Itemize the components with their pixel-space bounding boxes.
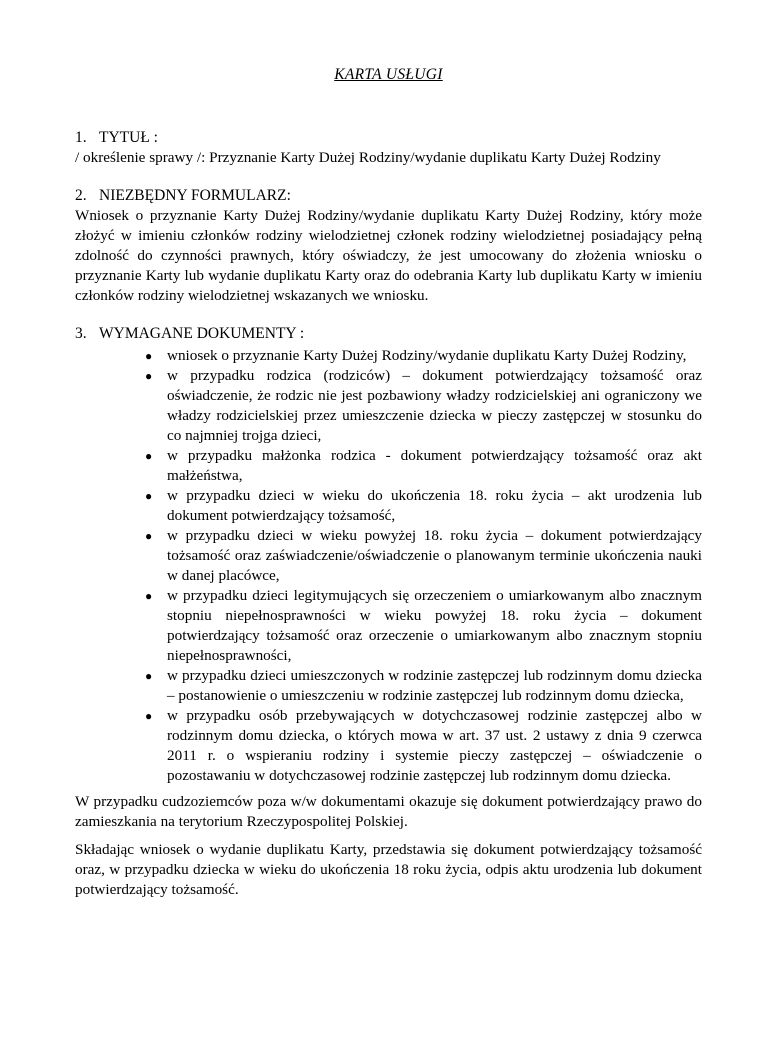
section-1-number: 1. bbox=[75, 129, 87, 146]
bullet-icon: ● bbox=[145, 489, 153, 503]
list-item: ● w przypadku dzieci w wieku powyżej 18. roku życia – dokument potwierdzający tożsamość oraz zaświadczenie/oświadczenie o planowanym terminie ukończenia nauki w danej placówce, bbox=[145, 527, 702, 584]
bullet-icon: ● bbox=[145, 709, 153, 723]
section-2-title: NIEZBĘDNY FORMULARZ: bbox=[99, 187, 291, 204]
section-3-title: WYMAGANE DOKUMENTY : bbox=[99, 325, 305, 342]
section-2-text: Wniosek o przyznanie Karty Dużej Rodziny/wydanie duplikatu Karty Dużej Rodziny, który może złożyć w imieniu członków rodziny wielodzietnej członek rodziny wielodzietnej posiadający pełną zdolność do czynności prawnych, który oświadczy, że jest umocowany do złożenia wniosku o przyznanie Karty lub wydanie duplikatu Karty oraz do odebrania Karty lub duplikatu Karty w imieniu członków rodziny wielodzietnej wskazanych we wniosku. bbox=[75, 207, 702, 304]
bullet-icon: ● bbox=[145, 589, 153, 603]
bullet-icon: ● bbox=[145, 349, 153, 363]
list-item: ● w przypadku małżonka rodzica - dokument potwierdzający tożsamość oraz akt małżeństwa, bbox=[145, 447, 702, 484]
list-item: ● w przypadku dzieci legitymujących się orzeczeniem o umiarkowanym albo znacznym stopniu niepełnosprawności w wieku powyżej 18. roku życia – dokument potwierdzający tożsamość oraz orzeczenie o umiarkowanym albo znacznym stopniu niepełnosprawności, bbox=[145, 587, 702, 664]
section-2-number: 2. bbox=[75, 187, 87, 204]
list-item: ● w przypadku rodzica (rodziców) – dokument potwierdzający tożsamość oraz oświadczenie, że rodzic nie jest pozbawiony władzy rodzicielskiej ani ograniczony we władzy rodzicielskiej przez umieszczenie dziecka w pieczy zastępczej w stosunku do co najmniej trojga dzieci, bbox=[145, 367, 702, 444]
list-item: ● w przypadku osób przebywających w dotychczasowej rodzinie zastępczej albo w rodzinnym domu dziecka, o których mowa w art. 37 ust. 2 ustawy z dnia 9 czerwca 2011 r. o wspieraniu rodziny i systemie pieczy zastępczej – oświadczenie o pozostawaniu w dotychczasowej rodzinie zastępczej lub rodzinnym domu dziecka. bbox=[145, 707, 702, 784]
document-title: KARTA USŁUGI bbox=[334, 66, 443, 83]
bullet-icon: ● bbox=[145, 449, 153, 463]
section-3-heading bbox=[75, 324, 702, 344]
section-2-heading bbox=[75, 186, 702, 206]
bullet-icon: ● bbox=[145, 369, 153, 383]
list-item: ● w przypadku dzieci umieszczonych w rodzinie zastępczej lub rodzinnym domu dziecka – postanowienie o umieszczeniu w rodzinie zastępczej lub rodzinnym domu dziecka, bbox=[145, 667, 702, 704]
list-item: ● w przypadku dzieci w wieku do ukończenia 18. roku życia – akt urodzenia lub dokument potwierdzający tożsamość, bbox=[145, 487, 702, 524]
required-documents-list bbox=[75, 346, 702, 786]
section-1-text: / określenie sprawy /: Przyznanie Karty Dużej Rodziny/wydanie duplikatu Karty Dużej Rodziny bbox=[75, 149, 661, 166]
section-1-heading bbox=[75, 128, 702, 148]
bullet-icon: ● bbox=[145, 529, 153, 543]
section-3-number: 3. bbox=[75, 325, 87, 342]
list-item: ● wniosek o przyznanie Karty Dużej Rodziny/wydanie duplikatu Karty Dużej Rodziny, bbox=[145, 347, 687, 364]
foreigners-note: W przypadku cudzoziemców poza w/w dokumentami okazuje się dokument potwierdzający prawo do zamieszkania na terytorium Rzeczypospolitej Polskiej. bbox=[75, 793, 702, 830]
bullet-icon: ● bbox=[145, 669, 153, 683]
duplicate-note: Składając wniosek o wydanie duplikatu Karty, przedstawia się dokument potwierdzający tożsamość oraz, w przypadku dziecka w wieku do ukończenia 18 roku życia, odpis aktu urodzenia lub dokument potwierdzający tożsamość. bbox=[75, 841, 702, 898]
section-1-title: TYTUŁ : bbox=[99, 129, 158, 146]
document-page bbox=[0, 66, 768, 1060]
